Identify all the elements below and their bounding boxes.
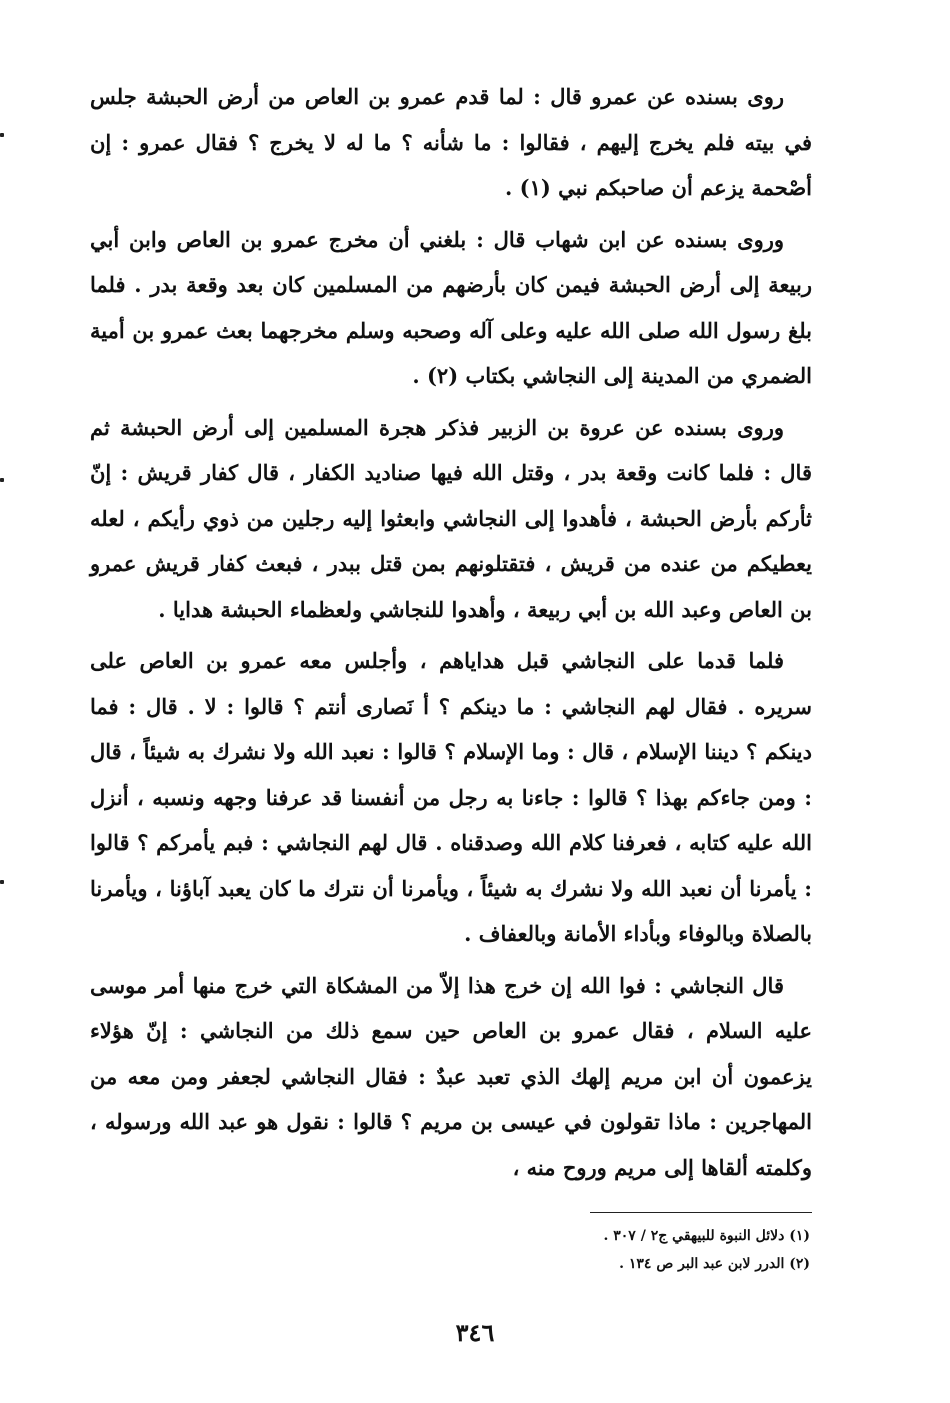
paragraph-2: وروى بسنده عن ابن شهاب قال : بلغني أن مخرج عمرو بن العاص وابن أبي ربيعة إلى أرض الحبشة فيمن كان بأرضهم من المسلمين كان بعد وقعة بدر . فلما بلغ رسول الله صلى الله عليه وعلى آله وصحبه وسلم مخرجهما بعث عمرو بن أمية الضمري من المدينة إلى النجاشي بكتاب (٢) . xyxy=(90,226,812,388)
scan-edge-mark-lower xyxy=(0,880,4,884)
footnote-1: (١) دلائل النبوة للبيهقي ج٢ / ٣٠٧ . xyxy=(603,1228,810,1244)
paragraph-4: فلما قدما على النجاشي قبل هداياهم ، وأجلس معه عمرو بن العاص على سريره . فقال لهم النجاشي : ما دينكم ؟ أ نَصارى أنتم ؟ قالوا : لا . قال : فما دينكم ؟ ديننا الإسلام ، قال : وما الإسلام ؟ قالوا : نعبد الله ولا نشرك به شيئاً ، قال : ومن جاءكم بهذا ؟ قالوا : جاءنا به رجل من أنفسنا قد عرفنا وجهه ونسبه ، أنزل الله عليه كتابه ، فعرفنا كلام الله وصدقناه . قال لهم النجاشي : فبم يأمركم ؟ قالوا : يأمرنا أن نعبد الله ولا نشرك به شيئاً ، ويأمرنا أن نترك ما كان يعبد آباؤنا ، ويأمرنا بالصلاة وبالوفاء وبأداء الأمانة وبالعفاف . xyxy=(90,648,812,946)
scan-edge-mark-middle xyxy=(0,478,4,482)
body-text xyxy=(90,74,812,1196)
scan-edge-mark-top xyxy=(0,133,4,137)
paragraph-5: قال النجاشي : فوا الله إن خرج هذا إلاّ من المشكاة التي خرج منها أمر موسى عليه السلام ، فقال عمرو بن العاص حين سمع ذلك من النجاشي : إنّ هؤلاء يزعمون أن ابن مريم إلهك الذي تعبد عبدٌ : فقال النجاشي لجعفر ومن معه من المهاجرين : ماذا تقولون في عيسى بن مريم ؟ قالوا : نقول هو عبد الله ورسوله ، وكلمته ألقاها إلى مريم وروح منه ، xyxy=(90,972,812,1180)
footnote-divider xyxy=(590,1212,812,1213)
footnote-2: (٢) الدرر لابن عبد البر ص ١٣٤ . xyxy=(619,1256,810,1272)
paragraph-1: روى بسنده عن عمرو قال : لما قدم عمرو بن العاص من أرض الحبشة جلس في بيته فلم يخرج إليهم ، فقالوا : ما شأنه ؟ ما له لا يخرج ؟ فقال عمرو : إن أصْحمة يزعم أن صاحبكم نبي (١) . xyxy=(90,84,812,200)
footnotes xyxy=(480,1222,810,1278)
paragraph-3: وروى بسنده عن عروة بن الزبير فذكر هجرة المسلمين إلى أرض الحبشة ثم قال : فلما كانت وقعة بدر ، وقتل الله فيها صناديد الكفار ، قال كفار قريش : إنّ ثأركم بأرض الحبشة ، فأهدوا إلى النجاشي وابعثوا إليه رجلين من ذوي رأيكم ، لعله يعطيكم من عنده من قريش ، فتقتلونهم بمن قتل ببدر ، فبعث كفار قريش عمرو بن العاص وعبد الله بن أبي ربيعة ، وأهدوا للنجاشي ولعظماء الحبشة هدايا . xyxy=(90,414,812,622)
page-number: ٣٤٦ xyxy=(455,1318,495,1347)
